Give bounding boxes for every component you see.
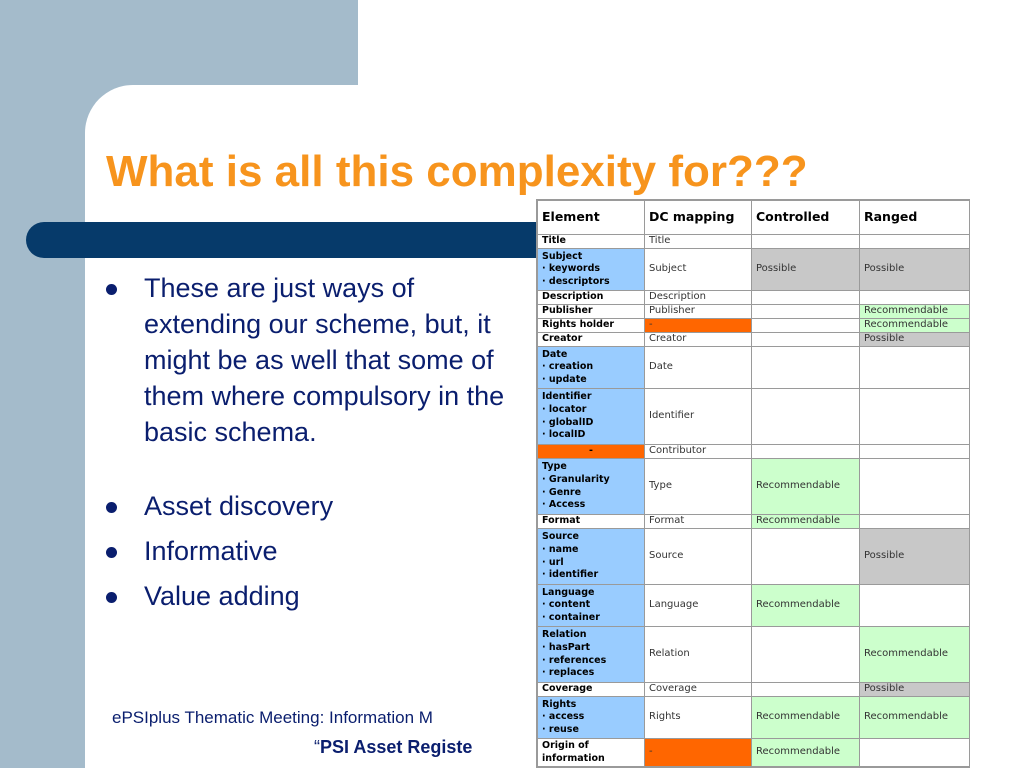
footer-line-2: [314, 737, 472, 758]
table-row: [538, 627, 970, 683]
cell-element: Subject · keywords · descriptors: [538, 249, 645, 291]
bullet-icon: [106, 547, 117, 558]
cell-controlled: [752, 445, 860, 459]
cell-element: Date · creation · update: [538, 347, 645, 389]
bullet-text: Informative: [144, 536, 278, 566]
cell-controlled: [752, 235, 860, 249]
cell-element: Description: [538, 291, 645, 305]
table-row: [538, 697, 970, 739]
bullet-item: [100, 533, 530, 569]
cell-element: Identifier · locator · globalID · localID: [538, 389, 645, 445]
cell-dc-mapping: Language: [645, 585, 752, 627]
table-row: [538, 333, 970, 347]
cell-dc-mapping: Rights: [645, 697, 752, 739]
cell-controlled: [752, 389, 860, 445]
cell-ranged: Recommendable: [860, 697, 970, 739]
cell-controlled: [752, 627, 860, 683]
cell-element: Type · Granularity · Genre · Access: [538, 459, 645, 515]
table-row: [538, 683, 970, 697]
cell-ranged: Possible: [860, 333, 970, 347]
footer-quote: “: [314, 737, 320, 757]
metadata-table: [537, 200, 970, 767]
cell-controlled: [752, 683, 860, 697]
cell-element: Language · content · container: [538, 585, 645, 627]
cell-ranged: Recommendable: [860, 305, 970, 319]
cell-ranged: [860, 739, 970, 767]
cell-dc-mapping: Type: [645, 459, 752, 515]
bullet-list: [100, 270, 530, 614]
cell-dc-mapping: Subject: [645, 249, 752, 291]
cell-element: Source · name · url · identifier: [538, 529, 645, 585]
bullet-icon: [106, 502, 117, 513]
cell-ranged: [860, 459, 970, 515]
cell-dc-mapping: Source: [645, 529, 752, 585]
cell-dc-mapping: Date: [645, 347, 752, 389]
cell-element: Rights holder: [538, 319, 645, 333]
cell-dc-mapping: Identifier: [645, 389, 752, 445]
cell-dc-mapping: Title: [645, 235, 752, 249]
table-row: [538, 389, 970, 445]
table-row: [538, 305, 970, 319]
bullet-item: [100, 270, 530, 450]
cell-ranged: [860, 445, 970, 459]
bullet-item: [100, 488, 530, 524]
cell-controlled: [752, 529, 860, 585]
cell-ranged: Recommendable: [860, 319, 970, 333]
cell-element: Relation · hasPart · references · replaces: [538, 627, 645, 683]
cell-ranged: [860, 291, 970, 305]
cell-controlled: [752, 291, 860, 305]
table-header-row: [538, 201, 970, 235]
cell-dc-mapping: Format: [645, 515, 752, 529]
cell-dc-mapping: -: [645, 319, 752, 333]
bullet-item: [100, 578, 530, 614]
metadata-table-wrapper: [536, 199, 970, 768]
footer-line-1: ePSIplus Thematic Meeting: Information M: [112, 708, 433, 727]
cell-dc-mapping: Description: [645, 291, 752, 305]
cell-element: Coverage: [538, 683, 645, 697]
table-row: [538, 529, 970, 585]
table-row: [538, 235, 970, 249]
header-dc-mapping: DC mapping: [645, 201, 752, 235]
cell-controlled: Recommendable: [752, 697, 860, 739]
cell-dc-mapping: -: [645, 739, 752, 767]
table-row: [538, 515, 970, 529]
cell-element: Creator: [538, 333, 645, 347]
table-row: [538, 459, 970, 515]
table-body: [538, 235, 970, 767]
cell-ranged: [860, 235, 970, 249]
bullet-text: Asset discovery: [144, 491, 334, 521]
cell-controlled: [752, 347, 860, 389]
table-row: [538, 445, 970, 459]
bullet-icon: [106, 592, 117, 603]
cell-element: -: [538, 445, 645, 459]
cell-controlled: Recommendable: [752, 585, 860, 627]
cell-controlled: Recommendable: [752, 515, 860, 529]
cell-dc-mapping: Relation: [645, 627, 752, 683]
cell-dc-mapping: Publisher: [645, 305, 752, 319]
bullet-text: These are just ways of extending our scheme, but, it might be as well that some of them where compulsory in the basic schema.: [144, 273, 505, 447]
cell-element: Rights · access · reuse: [538, 697, 645, 739]
cell-ranged: [860, 389, 970, 445]
footer-bold-text: PSI Asset Registe: [320, 737, 473, 757]
cell-controlled: [752, 305, 860, 319]
cell-element: Title: [538, 235, 645, 249]
cell-dc-mapping: Creator: [645, 333, 752, 347]
cell-ranged: [860, 585, 970, 627]
cell-ranged: Recommendable: [860, 627, 970, 683]
cell-dc-mapping: Contributor: [645, 445, 752, 459]
cell-ranged: Possible: [860, 683, 970, 697]
slide-title: What is all this complexity for???: [106, 147, 808, 196]
side-strip: [0, 0, 85, 768]
cell-element: Format: [538, 515, 645, 529]
table-row: [538, 291, 970, 305]
cell-ranged: Possible: [860, 529, 970, 585]
table-row: [538, 319, 970, 333]
cell-element: Origin of information: [538, 739, 645, 767]
header-ranged: Ranged: [860, 201, 970, 235]
cell-controlled: [752, 319, 860, 333]
cell-controlled: Recommendable: [752, 739, 860, 767]
bullet-text: Value adding: [144, 581, 300, 611]
table-row: [538, 739, 970, 767]
cell-controlled: Recommendable: [752, 459, 860, 515]
table-row: [538, 347, 970, 389]
cell-ranged: Possible: [860, 249, 970, 291]
bullet-icon: [106, 284, 117, 295]
table-row: [538, 249, 970, 291]
cell-ranged: [860, 347, 970, 389]
header-controlled: Controlled: [752, 201, 860, 235]
header-element: Element: [538, 201, 645, 235]
cell-controlled: [752, 333, 860, 347]
cell-ranged: [860, 515, 970, 529]
cell-element: Publisher: [538, 305, 645, 319]
cell-dc-mapping: Coverage: [645, 683, 752, 697]
cell-controlled: Possible: [752, 249, 860, 291]
table-row: [538, 585, 970, 627]
